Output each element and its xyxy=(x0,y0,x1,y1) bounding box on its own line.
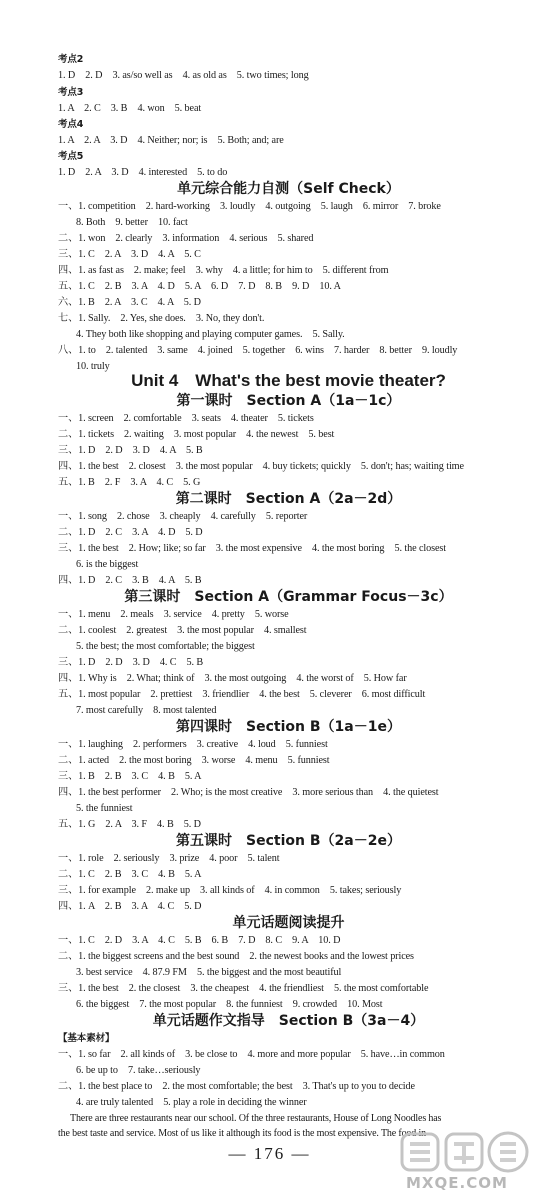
lesson-heading-3: 第三课时 Section A（Grammar Focus－3c） xyxy=(124,589,453,605)
watermark-logo-icon xyxy=(396,1128,536,1178)
kaodian-5-label: 考点5 xyxy=(58,151,84,162)
answer-line: 五、1. C 2. B 3. A 4. D 5. A 6. D 7. D 8. B 9. D 10. A xyxy=(58,281,341,292)
answer-line: 八、1. to 2. talented 3. same 4. joined 5. together 6. wins 7. harder 8. better 9. loudly xyxy=(58,345,458,356)
answer-line: 三、1. for example 2. make up 3. all kinds of 4. in common 5. takes; seriously xyxy=(58,885,402,896)
answer-line: 6. the biggest 7. the most popular 8. the funniest 9. crowded 10. Most xyxy=(76,999,383,1010)
kaodian-3-label: 考点3 xyxy=(58,87,84,98)
answer-line: 8. Both 9. better 10. fact xyxy=(76,217,188,228)
reading-heading: 单元话题阅读提升 xyxy=(232,915,345,931)
answer-line: 三、1. D 2. D 3. D 4. A 5. B xyxy=(58,445,203,456)
lesson-heading-2: 第二课时 Section A（2a－2d） xyxy=(175,491,402,507)
answer-line: 一、1. laughing 2. performers 3. creative 4. loud 5. funniest xyxy=(58,739,328,750)
answer-line: 三、1. D 2. D 3. D 4. C 5. B xyxy=(58,657,204,668)
essay-line: the best taste and service. Most of us like it although its food is the most expensive. The food in xyxy=(58,1128,426,1139)
basic-materials-label: 【基本素材】 xyxy=(58,1033,115,1044)
answer-line: 四、1. A 2. B 3. A 4. C 5. D xyxy=(58,901,202,912)
lesson-heading-5: 第五课时 Section B（2a－2e） xyxy=(176,833,401,849)
answer-line: 五、1. G 2. A 3. F 4. B 5. D xyxy=(58,819,201,830)
watermark-logo xyxy=(396,1128,536,1196)
answer-line: 10. truly xyxy=(76,361,110,372)
answer-line: 二、1. the best place to 2. the most comfortable; the best 3. That's up to you to decide xyxy=(58,1081,415,1092)
answer-line: 6. be up to 7. take…seriously xyxy=(76,1065,201,1076)
answer-line: 二、1. acted 2. the most boring 3. worse 4. menu 5. funniest xyxy=(58,755,330,766)
answer-line: 四、1. D 2. C 3. B 4. A 5. B xyxy=(58,575,202,586)
answer-line: 6. is the biggest xyxy=(76,559,139,570)
answer-line: 4. They both like shopping and playing computer games. 5. Sally. xyxy=(76,329,345,340)
answer-line: 三、1. C 2. A 3. D 4. A 5. C xyxy=(58,249,201,260)
kaodian-4-label: 考点4 xyxy=(58,119,84,130)
answer-line: 一、1. menu 2. meals 3. service 4. pretty 5. worse xyxy=(58,609,289,620)
answer-line: 二、1. C 2. B 3. C 4. B 5. A xyxy=(58,869,202,880)
essay-line: There are three restaurants near our school. Of the three restaurants, House of Long Noodles has xyxy=(70,1113,442,1124)
answer-line: 1. D 2. D 3. as/so well as 4. as old as 5. two times; long xyxy=(58,70,309,81)
answer-line: 二、1. tickets 2. waiting 3. most popular 4. the newest 5. best xyxy=(58,429,335,440)
answer-line: 六、1. B 2. A 3. C 4. A 5. D xyxy=(58,297,201,308)
lesson-heading-4: 第四课时 Section B（1a－1e） xyxy=(176,719,401,735)
answer-line: 四、1. as fast as 2. make; feel 3. why 4. a little; for him to 5. different from xyxy=(58,265,389,276)
answer-line: 三、1. the best 2. the closest 3. the cheapest 4. the friendliest 5. the most comfortable xyxy=(58,983,429,994)
answer-line: 二、1. the biggest screens and the best sound 2. the newest books and the lowest prices xyxy=(58,951,414,962)
kaodian-2-label: 考点2 xyxy=(58,54,84,65)
answer-line: 3. best service 4. 87.9 FM 5. the biggest and the most beautiful xyxy=(76,967,342,978)
answer-line: 二、1. coolest 2. greatest 3. the most popular 4. smallest xyxy=(58,625,307,636)
answer-line: 一、1. competition 2. hard-working 3. loudly 4. outgoing 5. laugh 6. mirror 7. broke xyxy=(58,201,441,212)
answer-line: 五、1. B 2. F 3. A 4. C 5. G xyxy=(58,477,201,488)
answer-line: 一、1. so far 2. all kinds of 3. be close to 4. more and more popular 5. have…in common xyxy=(58,1049,445,1060)
answer-line: 1. D 2. A 3. D 4. interested 5. to do xyxy=(58,167,228,178)
answer-line: 5. the funniest xyxy=(76,803,133,814)
answer-line: 5. the best; the most comfortable; the biggest xyxy=(76,641,255,652)
answer-line: 四、1. Why is 2. What; think of 3. the most outgoing 4. the worst of 5. How far xyxy=(58,673,407,684)
answer-line: 四、1. the best performer 2. Who; is the most creative 3. more serious than 4. the quietest xyxy=(58,787,439,798)
answer-line: 一、1. role 2. seriously 3. prize 4. poor 5. talent xyxy=(58,853,280,864)
answer-line: 四、1. the best 2. closest 3. the most popular 4. buy tickets; quickly 5. don't; has; waiting time xyxy=(58,461,464,472)
answer-line: 三、1. the best 2. How; like; so far 3. the most expensive 4. the most boring 5. the closest xyxy=(58,543,446,554)
answer-line: 1. A 2. A 3. D 4. Neither; nor; is 5. Both; and; are xyxy=(58,135,284,146)
section-heading-self-check: 单元综合能力自测（Self Check） xyxy=(177,181,400,197)
page-number: — 176 — xyxy=(228,1144,311,1163)
answer-line: 1. A 2. C 3. B 4. won 5. beat xyxy=(58,103,202,114)
watermark-url: MXQE.COM xyxy=(406,1174,508,1192)
answer-line: 二、1. won 2. clearly 3. information 4. serious 5. shared xyxy=(58,233,314,244)
writing-heading: 单元话题作文指导 Section B（3a－4） xyxy=(152,1013,425,1029)
answer-line: 一、1. song 2. chose 3. cheaply 4. carefully 5. reporter xyxy=(58,511,308,522)
answer-line: 七、1. Sally. 2. Yes, she does. 3. No, they don't. xyxy=(58,313,265,324)
answer-line: 五、1. most popular 2. prettiest 3. friendlier 4. the best 5. cleverer 6. most difficult xyxy=(58,689,426,700)
answer-line: 7. most carefully 8. most talented xyxy=(76,705,217,716)
answer-line: 三、1. B 2. B 3. C 4. B 5. A xyxy=(58,771,202,782)
answer-line: 一、1. C 2. D 3. A 4. C 5. B 6. B 7. D 8. C 9. A 10. D xyxy=(58,935,341,946)
answer-line: 二、1. D 2. C 3. A 4. D 5. D xyxy=(58,527,203,538)
lesson-heading-1: 第一课时 Section A（1a－1c） xyxy=(176,393,401,409)
answer-line: 一、1. screen 2. comfortable 3. seats 4. theater 5. tickets xyxy=(58,413,314,424)
unit-title: Unit 4 What's the best movie theater? xyxy=(131,371,446,390)
answer-line: 4. are truly talented 5. play a role in deciding the winner xyxy=(76,1097,307,1108)
